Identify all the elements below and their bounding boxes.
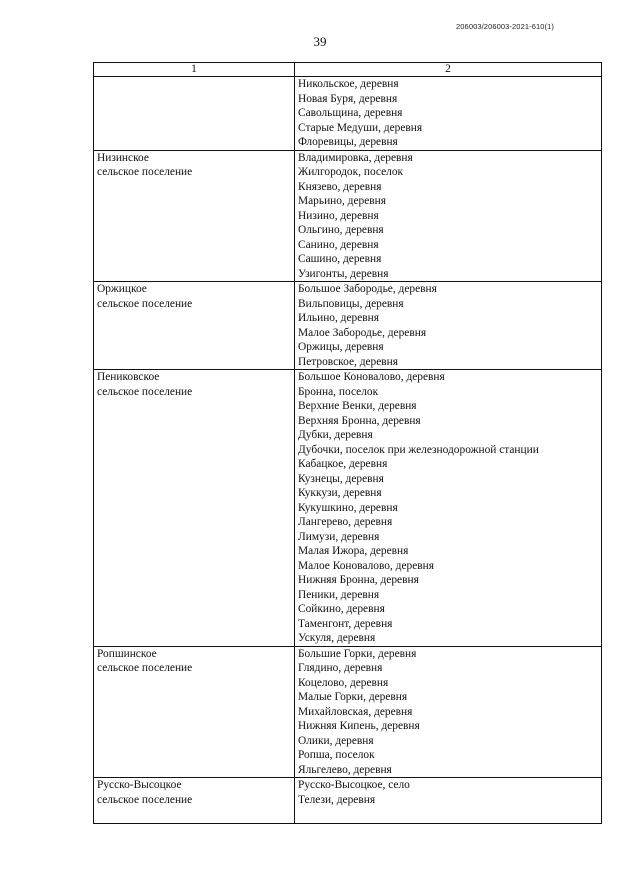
locality-item: Пеники, деревня bbox=[298, 588, 380, 601]
locality-item: Ускуля, деревня bbox=[298, 632, 376, 644]
settlement-name-line: сельское поселение bbox=[97, 297, 193, 310]
locality-item: Санино, деревня bbox=[298, 238, 379, 251]
settlement-name-cell bbox=[94, 77, 295, 151]
table-row bbox=[94, 646, 602, 778]
locality-item: Дубки, деревня bbox=[298, 429, 373, 441]
locality-item: Таменгонт, деревня bbox=[298, 617, 393, 630]
localities-cell bbox=[295, 282, 602, 370]
document-code: 206003/206003-2021-610(1) bbox=[456, 22, 554, 31]
localities-cell bbox=[295, 150, 602, 282]
locality-item: Нижняя Кипень, деревня bbox=[298, 720, 420, 732]
settlement-name-cell bbox=[94, 282, 295, 370]
locality-item: Узигонты, деревня bbox=[298, 267, 389, 280]
settlements-table bbox=[93, 62, 602, 824]
column-header-1: 1 bbox=[94, 63, 295, 77]
locality-item: Малые Горки, деревня bbox=[298, 691, 408, 703]
locality-item: Большие Горки, деревня bbox=[298, 647, 417, 660]
locality-item: Малое Забородье, деревня bbox=[298, 326, 427, 339]
locality-item: Новая Буря, деревня bbox=[298, 92, 398, 105]
settlement-name-line: сельское поселение bbox=[97, 662, 193, 674]
locality-item: Старые Медуши, деревня bbox=[298, 121, 423, 134]
localities-cell bbox=[295, 370, 602, 647]
settlement-name-line: сельское поселение bbox=[97, 166, 193, 178]
settlement-name-cell bbox=[94, 778, 295, 824]
settlement-name-cell bbox=[94, 646, 295, 778]
locality-item: Марьино, деревня bbox=[298, 195, 386, 207]
settlement-name-cell bbox=[94, 150, 295, 282]
settlement-name-line: Оржицкое bbox=[97, 283, 147, 295]
column-header-2: 2 bbox=[295, 63, 602, 77]
table-row bbox=[94, 778, 602, 824]
table-row bbox=[94, 282, 602, 370]
locality-item: Савольщина, деревня bbox=[298, 107, 403, 119]
settlement-name-line: Ропшинское bbox=[97, 647, 157, 660]
locality-item: Кабацкое, деревня bbox=[298, 458, 388, 470]
locality-item: Никольское, деревня bbox=[298, 78, 399, 90]
locality-item: Телези, деревня bbox=[298, 793, 376, 806]
localities-cell bbox=[295, 646, 602, 778]
locality-item: Глядино, деревня bbox=[298, 662, 383, 674]
locality-item: Сойкино, деревня bbox=[298, 603, 385, 615]
locality-item: Лимузи, деревня bbox=[298, 530, 380, 543]
locality-item: Михайловская, деревня bbox=[298, 705, 413, 718]
locality-item: Оржицы, деревня bbox=[298, 341, 384, 353]
locality-item: Дубочки, поселок при железнодорожной станции bbox=[298, 443, 539, 456]
settlement-name-line: Пениковское bbox=[97, 371, 160, 383]
table-row bbox=[94, 370, 602, 647]
table-header-row bbox=[94, 63, 602, 77]
locality-item: Кузнецы, деревня bbox=[298, 472, 384, 485]
settlement-name-line: сельское поселение bbox=[97, 385, 193, 398]
page-number: 39 bbox=[313, 34, 327, 49]
locality-item: Ропша, поселок bbox=[298, 749, 375, 761]
locality-item: Большое Забородье, деревня bbox=[298, 283, 437, 295]
locality-item: Русско-Высоцкое, село bbox=[298, 779, 410, 791]
locality-item: Малая Ижора, деревня bbox=[298, 545, 409, 557]
locality-item: Петровское, деревня bbox=[298, 355, 399, 368]
locality-item: Князево, деревня bbox=[298, 180, 382, 193]
locality-item: Верхние Венки, деревня bbox=[298, 400, 417, 412]
locality-item: Ольгино, деревня bbox=[298, 224, 384, 236]
locality-item: Яльгелево, деревня bbox=[298, 763, 392, 776]
localities-cell bbox=[295, 77, 602, 151]
locality-item: Верхняя Бронна, деревня bbox=[298, 414, 421, 427]
locality-item: Нижняя Бронна, деревня bbox=[298, 574, 419, 586]
locality-item: Ильино, деревня bbox=[298, 312, 380, 324]
table-row bbox=[94, 77, 602, 151]
locality-item: Коцелово, деревня bbox=[298, 676, 389, 689]
locality-item: Бронна, поселок bbox=[298, 385, 379, 398]
locality-item: Кукушкино, деревня bbox=[298, 501, 398, 514]
locality-item: Малое Коновалово, деревня bbox=[298, 559, 434, 572]
locality-item: Лангерево, деревня bbox=[298, 516, 393, 528]
locality-item: Олики, деревня bbox=[298, 734, 374, 747]
settlement-name-line: Русско-Высоцкое bbox=[97, 779, 182, 791]
table-body bbox=[94, 77, 602, 824]
locality-item: Флоревицы, деревня bbox=[298, 136, 398, 148]
table-row bbox=[94, 150, 602, 282]
settlement-name-line: Низинское bbox=[97, 151, 149, 164]
locality-item: Жилгородок, поселок bbox=[298, 166, 404, 178]
locality-item: Владимировка, деревня bbox=[298, 151, 413, 164]
locality-item: Куккузи, деревня bbox=[298, 487, 382, 499]
settlement-name-cell bbox=[94, 370, 295, 647]
localities-cell bbox=[295, 778, 602, 824]
settlement-name-line: сельское поселение bbox=[97, 793, 193, 806]
locality-item: Большое Коновалово, деревня bbox=[298, 371, 445, 383]
locality-item: Сашино, деревня bbox=[298, 253, 382, 265]
locality-item: Вильповицы, деревня bbox=[298, 297, 404, 310]
locality-item: Низино, деревня bbox=[298, 209, 379, 222]
